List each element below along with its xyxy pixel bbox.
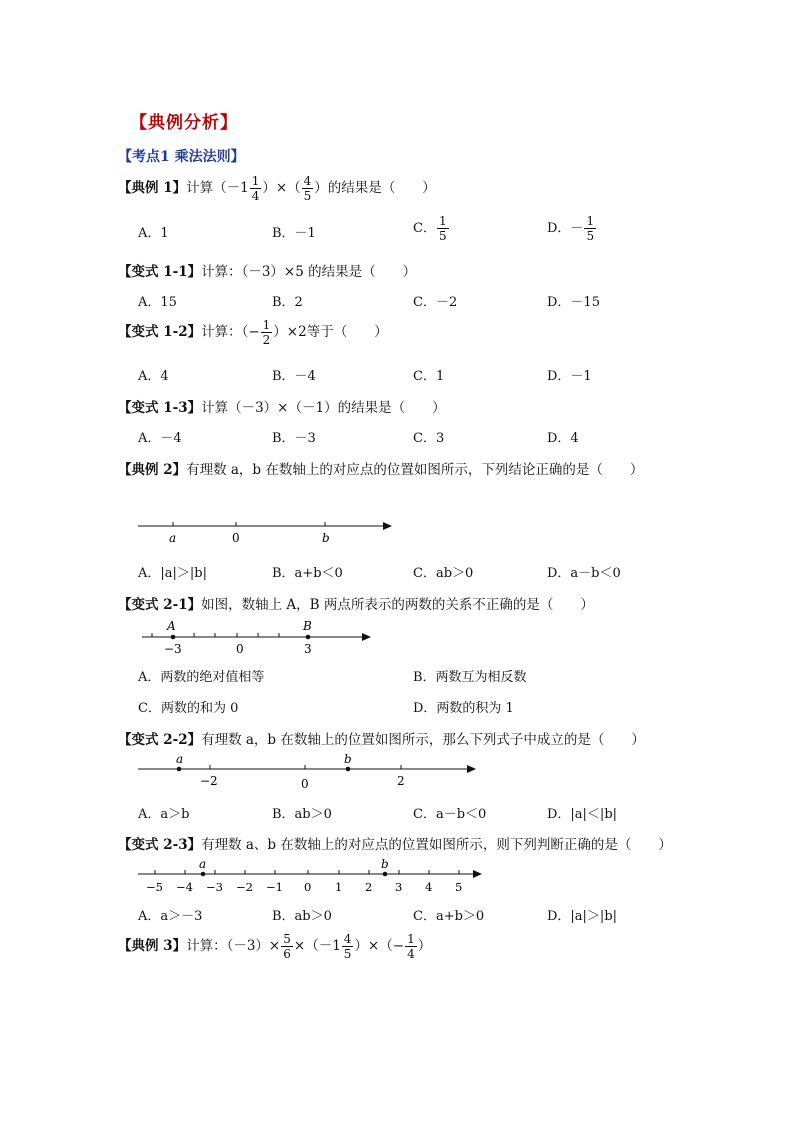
tick-label: 0 bbox=[236, 642, 244, 656]
point-label-b: b bbox=[322, 531, 330, 545]
option-a: A．两数的绝对值相等 bbox=[138, 670, 265, 685]
option-d: D．－ $\frac{1}{5}$ bbox=[547, 214, 595, 243]
option-d: D．4 bbox=[547, 431, 579, 446]
option-b: B．－3 bbox=[272, 431, 316, 446]
question-tag: 【变式 2-2】 bbox=[118, 732, 202, 748]
option-c: C．a+b＞0 bbox=[413, 909, 485, 924]
option-d: D．－15 bbox=[547, 295, 600, 310]
question-tag: 【变式 2-3】 bbox=[118, 837, 202, 853]
kaodian-title: 【考点1 乘法法则】 bbox=[118, 149, 245, 165]
tick-label: 4 bbox=[425, 880, 433, 894]
question-tag: 【变式 1-3】 bbox=[118, 400, 202, 416]
option-c: C．1 bbox=[413, 369, 445, 384]
point-label-a: a bbox=[176, 752, 184, 766]
tick-label: 0 bbox=[301, 777, 309, 791]
option-b: B．两数互为相反数 bbox=[413, 670, 527, 685]
number-line-v22 bbox=[136, 752, 482, 792]
option-d: D．－1 bbox=[547, 369, 592, 384]
question-tag: 【典例 2】 bbox=[118, 462, 187, 478]
tick-label: −3 bbox=[164, 642, 182, 656]
fraction: $\frac{4}{5}$ bbox=[303, 174, 312, 203]
option-d: D．|a|＜|b| bbox=[547, 807, 618, 822]
question-tag: 【典例 1】 bbox=[118, 180, 187, 196]
tick-label-0: 0 bbox=[232, 531, 240, 545]
section-title: 【典例分析】 bbox=[130, 113, 238, 133]
option-c: C．3 bbox=[413, 431, 445, 446]
tick-label: 2 bbox=[365, 880, 373, 894]
option-b: B．2 bbox=[272, 295, 303, 310]
variant-2-1: 【变式 2-1】如图，数轴上 A，B 两点所表示的两数的关系不正确的是（ ） bbox=[118, 597, 594, 613]
tick-label: −4 bbox=[176, 880, 193, 894]
option-b: B．ab＞0 bbox=[272, 807, 332, 822]
point-label-a: a bbox=[199, 857, 207, 871]
option-a: A．15 bbox=[138, 295, 177, 310]
option-b: B．ab＞0 bbox=[272, 909, 332, 924]
variant-2-3: 【变式 2-3】有理数 a、b 在数轴上的对应点的位置如图所示，则下列判断正确的是（ ） bbox=[118, 837, 672, 853]
tick-label: 2 bbox=[397, 774, 405, 788]
tick-label: −2 bbox=[200, 774, 218, 788]
variant-1-2: 【变式 1-2】计算：（− $\frac{1}{2}$ ）×2等于（ ） bbox=[118, 318, 388, 347]
question-tag: 【典例 3】 bbox=[118, 938, 187, 954]
option-a: A．|a|＞|b| bbox=[138, 566, 207, 581]
option-c: C． $\frac{1}{5}$ bbox=[413, 214, 447, 243]
option-b: B．－4 bbox=[272, 369, 316, 384]
option-c: C．两数的和为 0 bbox=[138, 701, 239, 716]
number-line-q2 bbox=[136, 515, 398, 547]
point-label-B: B bbox=[303, 619, 312, 633]
option-d: D．两数的积为 1 bbox=[413, 701, 514, 716]
number-line-v23 bbox=[136, 856, 486, 896]
tick-label: −1 bbox=[266, 880, 283, 894]
point-label-a: a bbox=[169, 531, 177, 545]
number-line-v21 bbox=[140, 618, 376, 658]
option-a: A．－4 bbox=[138, 431, 182, 446]
question-tag: 【变式 2-1】 bbox=[118, 597, 202, 613]
option-d: D．a－b＜0 bbox=[547, 566, 621, 581]
point-label-b: b bbox=[381, 857, 389, 871]
point-label-b: b bbox=[344, 752, 352, 766]
option-b: B．a+b＜0 bbox=[272, 566, 343, 581]
tick-label: 0 bbox=[304, 880, 312, 894]
tick-label: −3 bbox=[206, 880, 223, 894]
option-d: D．|a|＞|b| bbox=[547, 909, 618, 924]
variant-2-2: 【变式 2-2】有理数 a，b 在数轴上的位置如图所示，那么下列式子中成立的是（ ） bbox=[118, 732, 645, 748]
question-tag: 【变式 1-1】 bbox=[118, 264, 202, 280]
tick-label: −2 bbox=[236, 880, 253, 894]
fraction: $\frac{1}{4}$ bbox=[251, 174, 260, 203]
option-a: A．1 bbox=[138, 226, 169, 241]
option-a: A．a＞－3 bbox=[138, 909, 203, 924]
tick-label: 3 bbox=[304, 642, 312, 656]
question-tag: 【变式 1-2】 bbox=[118, 324, 202, 340]
question-3: 【典例 3】计算：（－3）× $\frac{5}{6}$ ×（－1 $\frac{4}{5}$ ）×（− $\frac{1}{4}$ ） bbox=[118, 932, 432, 961]
option-c: C．ab＞0 bbox=[413, 566, 474, 581]
option-b: B．－1 bbox=[272, 226, 316, 241]
question-1: 【典例 1】计算（－1 $\frac{1}{4}$ ）×（ $\frac{4}{5}$ ）的结果是（ ） bbox=[118, 174, 436, 203]
question-2: 【典例 2】有理数 a，b 在数轴上的对应点的位置如图所示，下列结论正确的是（ ） bbox=[118, 462, 644, 478]
option-a: A．a＞b bbox=[138, 807, 190, 822]
variant-1-1: 【变式 1-1】计算：（－3）×5 的结果是（ ） bbox=[118, 264, 417, 280]
tick-label: 5 bbox=[455, 880, 463, 894]
tick-label: 1 bbox=[335, 880, 343, 894]
point-label-A: A bbox=[167, 619, 176, 633]
variant-1-3: 【变式 1-3】计算（－3）×（－1）的结果是（ ） bbox=[118, 400, 446, 416]
option-c: C．a－b＜0 bbox=[413, 807, 487, 822]
option-a: A．4 bbox=[138, 369, 169, 384]
tick-label: 3 bbox=[395, 880, 403, 894]
tick-label: −5 bbox=[146, 880, 163, 894]
option-c: C．－2 bbox=[413, 295, 458, 310]
